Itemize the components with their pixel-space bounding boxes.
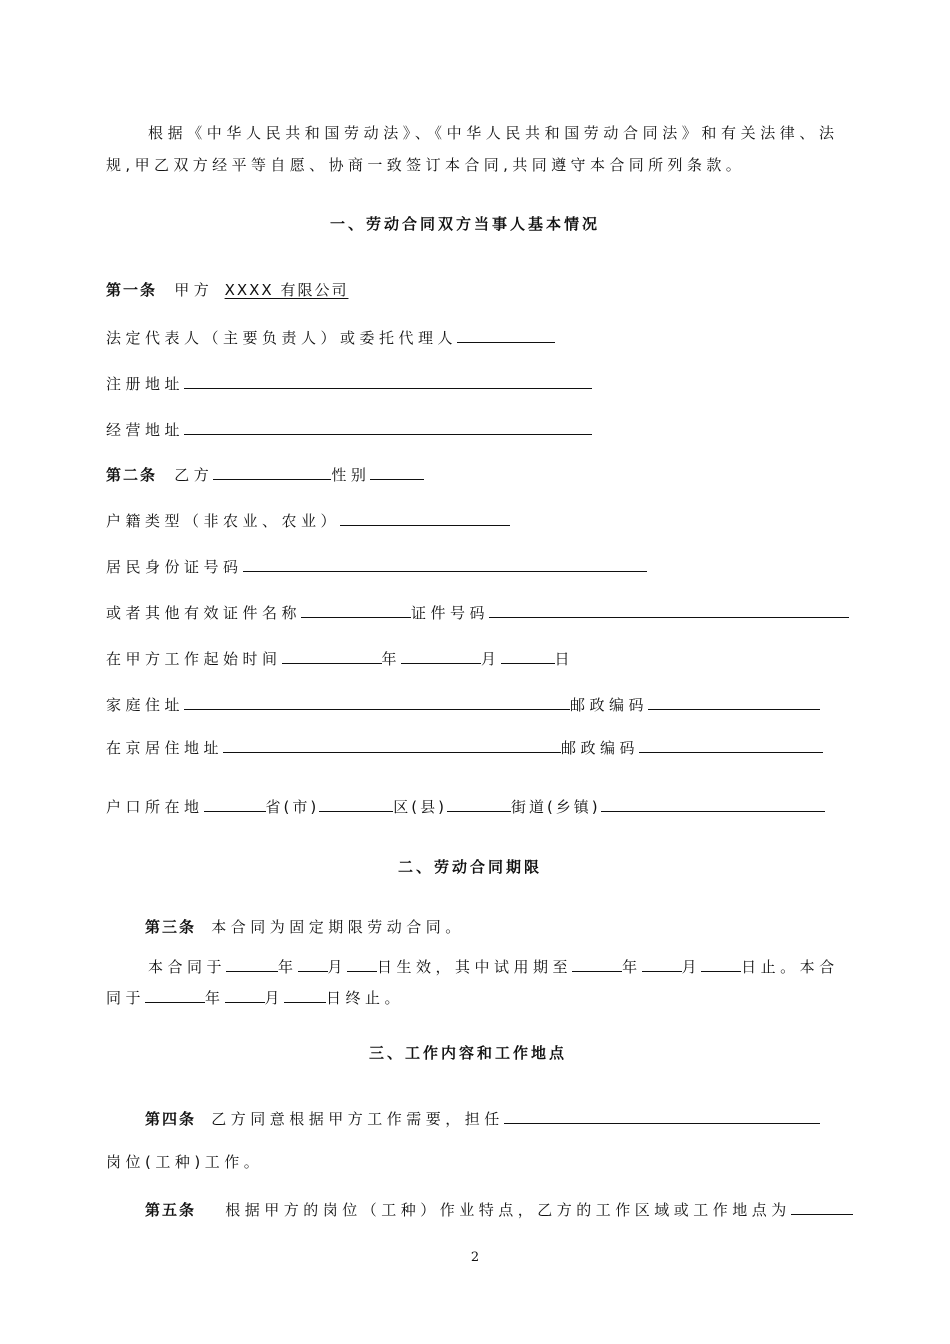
- company-name: XXXX 有限公司: [224, 281, 349, 299]
- district-blank[interactable]: [319, 795, 393, 812]
- postal-1-blank[interactable]: [648, 693, 820, 710]
- start-time-line: [106, 647, 574, 669]
- section-2-heading: 二、劳动合同期限: [398, 858, 543, 876]
- start-year-label: 年: [381, 650, 402, 668]
- end-year-label: 年: [205, 989, 225, 1007]
- reg-addr-blank[interactable]: [184, 372, 592, 389]
- probation-day-blank[interactable]: [701, 955, 741, 972]
- probation-end-label: 日止。本合: [741, 958, 839, 976]
- effective-month-blank[interactable]: [298, 955, 328, 972]
- article-1-label: 第一条: [106, 281, 158, 299]
- postal-1-label: 邮政编码: [570, 696, 649, 714]
- postal-2-label: 邮政编码: [561, 739, 640, 757]
- home-addr-label: 家庭住址: [106, 696, 185, 714]
- legal-rep-label: 法定代表人（主要负责人）或委托代理人: [106, 329, 458, 347]
- street-detail-blank[interactable]: [601, 795, 825, 812]
- hukou-loc-line: [106, 795, 825, 817]
- beijing-addr-label: 在京居住地址: [106, 739, 224, 757]
- postal-2-blank[interactable]: [639, 736, 823, 753]
- legal-rep-blank[interactable]: [457, 326, 555, 343]
- term-end-label: 同于: [106, 989, 146, 1007]
- section-1-heading: 一、劳动合同双方当事人基本情况: [330, 215, 601, 233]
- reg-addr-label: 注册地址: [106, 375, 185, 393]
- position-blank[interactable]: [504, 1107, 820, 1124]
- term-line-2: [106, 986, 404, 1008]
- start-time-label: 在甲方工作起始时间: [106, 650, 282, 668]
- home-addr-line: [106, 693, 820, 715]
- effective-month-label: 月: [327, 958, 348, 976]
- home-addr-blank[interactable]: [184, 693, 570, 710]
- hukou-loc-label: 户口所在地: [106, 798, 204, 816]
- term-start-label: 本合同于: [148, 958, 227, 976]
- biz-addr-blank[interactable]: [184, 418, 592, 435]
- section-3-heading: 三、工作内容和工作地点: [369, 1044, 568, 1062]
- end-day-label: 日终止。: [326, 989, 405, 1007]
- article-5-label: 第五条: [145, 1201, 197, 1219]
- effective-day-blank[interactable]: [347, 955, 377, 972]
- end-month-blank[interactable]: [225, 986, 265, 1003]
- effective-year-blank[interactable]: [226, 955, 278, 972]
- article-1-line: [106, 280, 348, 300]
- start-year-blank[interactable]: [282, 647, 382, 664]
- probation-month-label: 月: [681, 958, 702, 976]
- district-label: 区(县): [393, 798, 447, 816]
- probation-year-blank[interactable]: [572, 955, 622, 972]
- gender-blank[interactable]: [370, 463, 424, 480]
- end-year-blank[interactable]: [145, 986, 205, 1003]
- intro-line-1: 根据《中华人民共和国劳动法》、《中华人民共和国劳动合同法》和有关法律、法: [148, 124, 839, 142]
- street-blank[interactable]: [447, 795, 511, 812]
- id-number-label: 居民身份证号码: [106, 558, 243, 576]
- article-3-label: 第三条: [145, 918, 197, 936]
- cert-no-blank[interactable]: [489, 601, 849, 618]
- id-number-line: [106, 555, 647, 577]
- end-month-label: 月: [264, 989, 285, 1007]
- article-4-label: 第四条: [145, 1110, 197, 1128]
- beijing-addr-blank[interactable]: [223, 736, 561, 753]
- page-number: 2: [470, 1250, 480, 1265]
- other-id-blank[interactable]: [301, 601, 411, 618]
- start-day-label: 日: [554, 650, 575, 668]
- start-month-label: 月: [481, 650, 501, 668]
- party-b-blank[interactable]: [213, 463, 331, 480]
- work-location-blank[interactable]: [791, 1198, 853, 1215]
- party-a-label: 甲方: [174, 281, 214, 299]
- probation-year-label: 年: [622, 958, 642, 976]
- province-label: 省(市): [265, 798, 320, 816]
- probation-label: 日生效，其中试用期至: [377, 958, 573, 976]
- article-2-label: 第二条: [106, 466, 158, 484]
- id-number-blank[interactable]: [243, 555, 647, 572]
- intro-line-2: 规,甲乙双方经平等自愿、协商一致签订本合同,共同遵守本合同所列条款。: [106, 156, 746, 174]
- gender-label: 性别: [331, 466, 371, 484]
- article-4-line: [145, 1107, 820, 1129]
- legal-rep-line: [106, 326, 555, 348]
- hukou-type-line: [106, 509, 510, 531]
- party-b-label: 乙方: [174, 466, 214, 484]
- other-id-label: 或者其他有效证件名称: [106, 604, 302, 622]
- effective-year-label: 年: [278, 958, 298, 976]
- end-day-blank[interactable]: [284, 986, 326, 1003]
- province-blank[interactable]: [204, 795, 266, 812]
- hukou-type-blank[interactable]: [340, 509, 510, 526]
- start-day-blank[interactable]: [501, 647, 555, 664]
- biz-addr-line: [106, 418, 592, 440]
- probation-month-blank[interactable]: [642, 955, 682, 972]
- term-line-1: [148, 955, 839, 977]
- beijing-addr-line: [106, 736, 823, 758]
- other-id-line: [106, 601, 849, 623]
- article-5-line: [145, 1198, 853, 1220]
- article-3-line: [145, 917, 465, 937]
- cert-no-label: 证件号码: [411, 604, 490, 622]
- hukou-type-label: 户籍类型（非农业、农业）: [106, 512, 341, 530]
- street-label: 街道(乡镇): [510, 798, 601, 816]
- biz-addr-label: 经营地址: [106, 421, 185, 439]
- article-4-cont: 岗位(工种)工作。: [106, 1153, 264, 1171]
- start-month-blank[interactable]: [401, 647, 481, 664]
- article-3-text: 本合同为固定期限劳动合同。: [211, 918, 465, 936]
- article-2-line: [106, 463, 424, 485]
- article-5-text: 根据甲方的岗位（工种）作业特点，乙方的工作区域或工作地点为: [225, 1201, 791, 1219]
- article-4-text: 乙方同意根据甲方工作需要，担任: [211, 1110, 504, 1128]
- reg-addr-line: [106, 372, 592, 394]
